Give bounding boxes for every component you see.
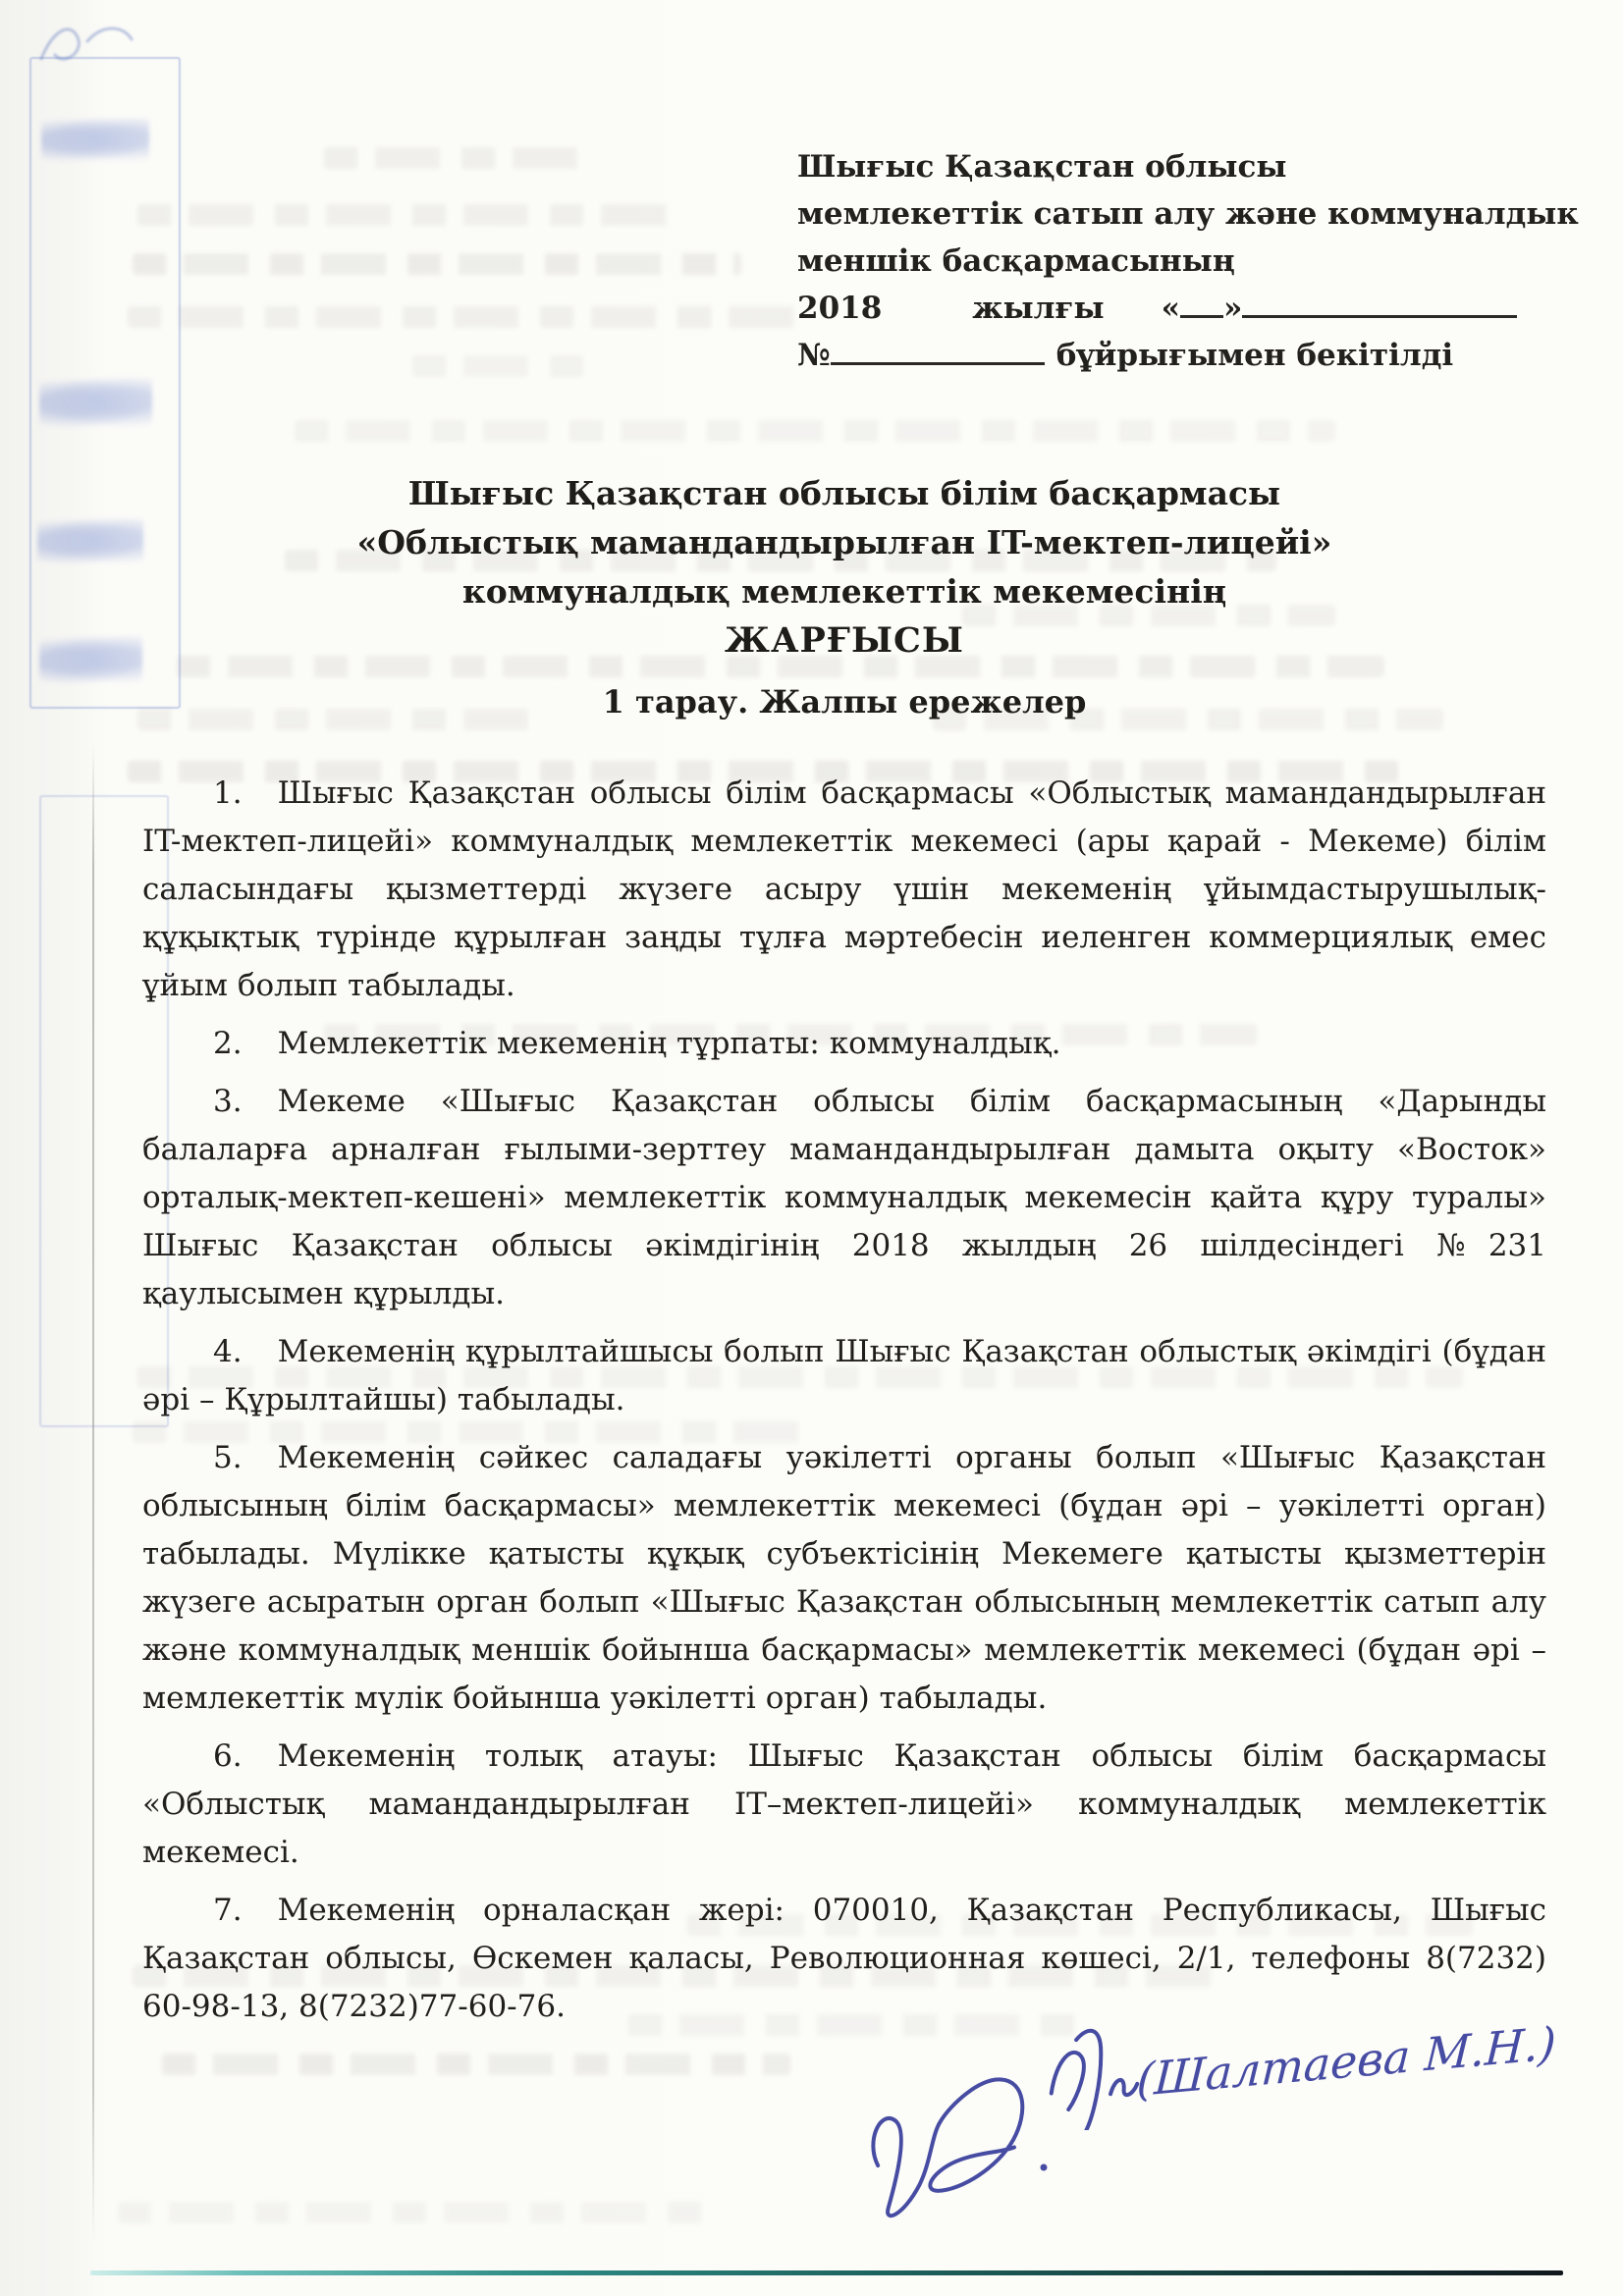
scan-artifact-smudge (39, 636, 142, 685)
item-number: 3. (213, 1084, 243, 1119)
item-text: Шығыс Қазақстан облысы білім басқармасы «Облыстық мамандандырылған IT-мектеп-лицейі» коммуналдық мемлекеттік мекемесі (ары қарай - Мекеме) білім саласындағы қызметтерді жүзеге асыру үшін мекеменің ұйымдастырушылық-құқықтық түрінде құрылған заңды тұлға мәртебесін иеленген коммерциялық емес ұйым болып табылады. (142, 775, 1546, 1003)
page-fold-line (92, 746, 94, 2238)
title-line: коммуналдық мемлекеттік мекемесінің (461, 572, 1227, 611)
item-text: Мекеменің сәйкес саладағы уәкілетті органы болып «Шығыс Қазақстан облысының білім басқармасы» мемлекеттік мекемесі (бұдан әрі – уәкілетті орган) табылады. Мүлікке қатысты құқық субъектісінің Мекемеге қатысты қызметтерін жүзеге асыратын орган болып «Шығыс Қазақстан облысының мемлекеттік сатып алу және коммуналдық меншік бойынша басқармасы» мемлекеттік мекемесі (бұдан әрі – мемлекеттік мүлік бойынша уәкілетті орган) табылады. (142, 1440, 1546, 1716)
scan-artifact-smudge (41, 118, 149, 163)
blank-underline (1180, 286, 1223, 318)
item-text: Мекеме «Шығыс Қазақстан облысы білім басқармасының «Дарынды балаларға арналған ғылыми-зерттеу мамандандырылған дамыта оқыту «Восток» орталық-мектеп-кешені» мемлекеттік коммуналдық мекемесін қайта құру туралы» Шығыс Қазақстан облысы әкімдігінің 2018 жылдың 26 шілдесіндегі №231 қаулысымен құрылды. (142, 1084, 1546, 1311)
title-line: «Облыстық мамандандырылған IT-мектеп-лицейі» (356, 523, 1332, 561)
scan-artifact-smudge (37, 518, 143, 565)
approval-line: меншік басқармасының (797, 243, 1235, 279)
approval-block (797, 143, 1579, 379)
quote-open: « (1161, 291, 1180, 326)
bleedthrough-ghost-line (162, 2054, 790, 2075)
item-text: Мекеменің толық атауы: Шығыс Қазақстан облысы білім басқармасы «Облыстық мамандандырылған IT–мектеп-лицейі» коммуналдық мемлекеттік мекемесі. (142, 1738, 1546, 1870)
item-number: 1. (213, 775, 243, 811)
charter-body (142, 770, 1546, 2041)
item-number: 4. (213, 1334, 243, 1369)
item-number: 2. (213, 1026, 243, 1061)
item-number: 7. (213, 1893, 243, 1928)
bleedthrough-ghost-line (118, 2202, 707, 2223)
paragraph-item-4 (142, 1328, 1546, 1424)
signature-name-text: (Шалтаева М.Н.) (1135, 2016, 1558, 2107)
signature-flourish (839, 2061, 1105, 2238)
number-sign: № (797, 338, 831, 373)
paragraph-item-3 (142, 1078, 1546, 1318)
item-text: Мемлекеттік мекеменің тұрпаты: коммуналдық. (277, 1026, 1061, 1061)
approval-line: мемлекеттік сатып алу және коммуналдык (797, 196, 1579, 232)
item-number: 6. (213, 1738, 243, 1774)
approval-date-line (797, 285, 1553, 332)
blank-underline (831, 333, 1045, 365)
bleedthrough-ghost-line (324, 147, 579, 169)
scan-artifact-smudge (39, 378, 152, 429)
paragraph-item-2 (142, 1020, 1546, 1068)
approval-line: Шығыс Қазақстан облысы (797, 149, 1287, 185)
quote-close: » (1222, 291, 1243, 326)
item-text: Мекеменің құрылтайшысы болып Шығыс Қазақстан облыстық әкімдігі (бұдан әрі – Құрылтайшы) табылады. (142, 1334, 1546, 1417)
bleedthrough-ghost-line (137, 204, 687, 226)
bleedthrough-ghost-line (295, 420, 1335, 442)
paragraph-item-6 (142, 1733, 1546, 1877)
approval-number-line (797, 332, 1553, 379)
item-number: 5. (213, 1440, 243, 1475)
scan-edge-line (90, 2270, 1563, 2275)
chapter-heading: 1 тарау. Жалпы ережелер (602, 683, 1087, 721)
approval-year: 2018 (797, 291, 883, 326)
item-text: Мекеменің орналасқан жері: 070010, Қазақстан Республикасы, Шығыс Қазақстан облысы, Өскемен қаласы, Революционная көшесі, 2/1, телефоны 8(7232) 60-98-13, 8(7232)77-60-76. (142, 1893, 1546, 2024)
signature-handwritten-name (1036, 1993, 1615, 2130)
blank-underline (1242, 286, 1517, 318)
charter-word: ЖАРҒЫСЫ (725, 620, 964, 661)
bleedthrough-ghost-line (128, 306, 815, 328)
approval-year-word: жылғы (972, 291, 1105, 326)
bleedthrough-ghost-line (133, 253, 741, 275)
paragraph-item-5 (142, 1434, 1546, 1723)
title-line: Шығыс Қазақстан облысы білім басқармасы (407, 474, 1281, 512)
paragraph-item-1 (142, 770, 1546, 1010)
title-block (142, 469, 1546, 666)
approval-approved-text: бұйрығымен бекітілді (1055, 338, 1454, 373)
bleedthrough-ghost-line (412, 355, 599, 377)
